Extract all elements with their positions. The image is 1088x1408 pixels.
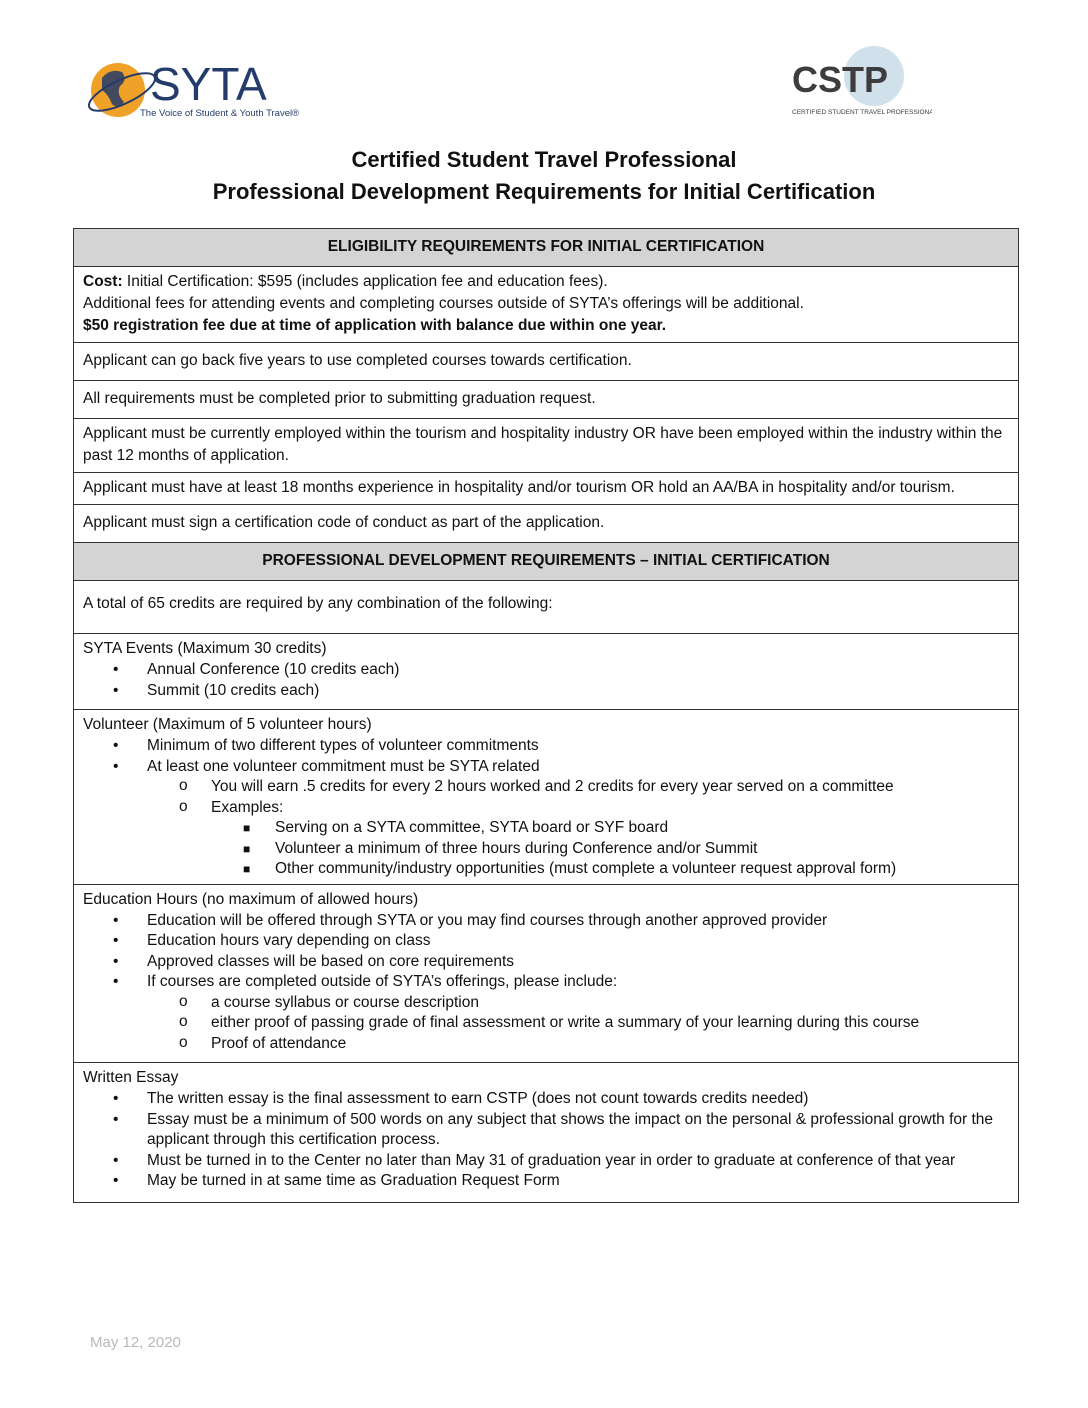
education-cell — [74, 884, 1019, 1063]
table-row — [74, 581, 1019, 634]
list-item: ■ Other community/industry opportunities (must complete a volunteer request approval form) — [211, 859, 1008, 880]
square-bullet-icon: ■ — [243, 821, 251, 835]
events-cell — [74, 634, 1019, 710]
credits-intro: A total of 65 credits are required by any combination of the following: — [74, 581, 1019, 634]
list-item: o Proof of attendance — [179, 1033, 347, 1052]
bullet-icon: • — [113, 737, 119, 754]
list-item: • Summit (10 credits each) — [83, 681, 1008, 702]
cost-text: Initial Certification: $595 (includes application fee and education fees). — [122, 273, 608, 290]
essay-title: Written Essay — [83, 1069, 179, 1086]
eligibility-row-2: All requirements must be completed prior to submitting graduation request. — [74, 381, 1019, 419]
list-item: • At least one volunteer commitment must be SYTA related o You will earn .5 credits for every 2 hours worked and 2 credits for every year served on a committee o Examples: ■ Serving on a SYTA committee, SYTA board or SYF board ■ Volunteer a minimum of three hours during Conference and/or Summit ■ Other community/industry opportunities (must complete a volunteer request approval form) — [83, 757, 1008, 880]
list-item: o Examples: ■ Serving on a SYTA committee, SYTA board or SYF board ■ Volunteer a minimum of three hours during Conference and/or Summit ■ Other community/industry opportunities (must complete a volunteer request approval form) — [147, 798, 1008, 880]
list-item: ■ Serving on a SYTA committee, SYTA board or SYF board — [211, 818, 1008, 839]
volunteer-list — [83, 736, 1008, 880]
list-item: • Education hours vary depending on class — [83, 931, 1008, 952]
circle-bullet-icon: o — [179, 1013, 188, 1030]
professional-header-row — [74, 543, 1019, 581]
volunteer-sublist — [147, 777, 1008, 880]
circle-bullet-icon: o — [179, 777, 188, 794]
list-item: • Essay must be a minimum of 500 words on any subject that shows the impact on the personal & professional growth for the applicant through this certification process. — [113, 1110, 994, 1148]
list-item: • Annual Conference (10 credits each) — [83, 660, 1008, 681]
document-title — [0, 144, 1088, 208]
volunteer-cell — [74, 710, 1019, 885]
cost-registration-fee: $50 registration fee due at time of application with balance due within one year. — [83, 317, 667, 334]
square-bullet-icon: ■ — [243, 862, 251, 876]
list-item: ■ Volunteer a minimum of three hours during Conference and/or Summit — [211, 839, 1008, 860]
title-line-1: Certified Student Travel Professional — [351, 147, 737, 172]
circle-bullet-icon: o — [179, 1033, 188, 1051]
list-item: o either proof of passing grade of final assessment or write a summary of your learning during this course — [179, 1013, 920, 1031]
list-item: • Must be turned in to the Center no later than May 31 of graduation year in order to graduate at conference of that year — [83, 1151, 1008, 1172]
bullet-icon: • — [113, 1110, 119, 1128]
volunteer-title: Volunteer (Maximum of 5 volunteer hours) — [83, 716, 372, 733]
essay-list — [83, 1089, 1008, 1192]
bullet-icon: • — [113, 911, 119, 929]
cost-row — [74, 267, 1019, 343]
cost-additional-fees: Additional fees for attending events and completing courses outside of SYTA’s offerings will be additional. — [83, 295, 804, 312]
bullet-icon: • — [113, 952, 119, 970]
table-row — [74, 343, 1019, 381]
table-row — [74, 473, 1019, 505]
square-bullet-icon: ■ — [243, 841, 251, 856]
cost-cell — [74, 267, 1019, 343]
bullet-icon: • — [113, 681, 119, 699]
bullet-icon: • — [113, 757, 119, 775]
bullet-icon: • — [113, 1172, 119, 1189]
eligibility-row-4: Applicant must have at least 18 months experience in hospitality and/or tourism OR hold an AA/BA in hospitality and/or tourism. — [74, 473, 1019, 505]
table-row — [74, 419, 1019, 473]
eligibility-header-row — [74, 229, 1019, 267]
cstp-tagline: CERTIFIED STUDENT TRAVEL PROFESSIONAL — [792, 109, 932, 116]
list-item: • May be turned in at same time as Graduation Request Form — [83, 1171, 1008, 1192]
bullet-icon: • — [113, 661, 119, 678]
eligibility-row-5: Applicant must sign a certification code of conduct as part of the application. — [74, 505, 1019, 543]
list-item: o You will earn .5 credits for every 2 hours worked and 2 credits for every year served on a committee — [179, 777, 894, 795]
footer-date: May 12, 2020 — [90, 1334, 181, 1351]
table-row — [74, 505, 1019, 543]
examples-list — [211, 818, 1008, 880]
list-item: • Approved classes will be based on core requirements — [83, 952, 1008, 973]
list-item: • The written essay is the final assessment to earn CSTP (does not count towards credits needed) — [83, 1089, 1008, 1110]
syta-logo-text: SYTA — [150, 58, 267, 110]
list-item: • If courses are completed outside of SYTA’s offerings, please include: o a course syllabus or course description o either proof of passing grade of final assessment or write a summary of your learning during this course o Proof of attendance — [83, 972, 1008, 1054]
bullet-icon: • — [113, 1090, 119, 1107]
list-item: o a course syllabus or course description — [179, 992, 479, 1011]
events-title: SYTA Events (Maximum 30 credits) — [83, 640, 327, 657]
list-item: • Education will be offered through SYTA or you may find courses through another approved provider — [83, 911, 1008, 932]
syta-logo — [88, 50, 328, 130]
cstp-logo — [782, 42, 932, 122]
education-list — [83, 911, 1008, 1055]
education-title: Education Hours (no maximum of allowed hours) — [83, 890, 419, 908]
essay-row — [74, 1063, 1019, 1203]
cost-label: Cost: — [83, 273, 123, 290]
circle-bullet-icon: o — [179, 992, 188, 1010]
bullet-icon: • — [113, 973, 119, 990]
syta-tagline: The Voice of Student & Youth Travel® — [140, 108, 300, 119]
volunteer-row — [74, 710, 1019, 885]
circle-bullet-icon: o — [179, 797, 188, 815]
events-list — [83, 660, 1008, 701]
table-row — [74, 381, 1019, 419]
bullet-icon: • — [113, 932, 119, 949]
education-row — [74, 884, 1019, 1063]
eligibility-row-1: Applicant can go back five years to use completed courses towards certification. — [74, 343, 1019, 381]
requirements-table — [73, 228, 1019, 1203]
list-item: • Minimum of two different types of volunteer commitments — [83, 736, 1008, 757]
events-row — [74, 634, 1019, 710]
cstp-logo-text: CSTP — [792, 59, 889, 100]
professional-header: PROFESSIONAL DEVELOPMENT REQUIREMENTS – INITIAL CERTIFICATION — [74, 543, 1019, 581]
education-sublist — [147, 993, 1008, 1055]
eligibility-header: ELIGIBILITY REQUIREMENTS FOR INITIAL CERTIFICATION — [74, 229, 1019, 267]
title-line-2: Professional Development Requirements for Initial Certification — [212, 179, 876, 204]
eligibility-row-3: Applicant must be currently employed within the tourism and hospitality industry OR have been employed within the industry within the past 12 months of application. — [74, 419, 1019, 473]
essay-cell — [74, 1063, 1019, 1203]
bullet-icon: • — [113, 1151, 119, 1169]
